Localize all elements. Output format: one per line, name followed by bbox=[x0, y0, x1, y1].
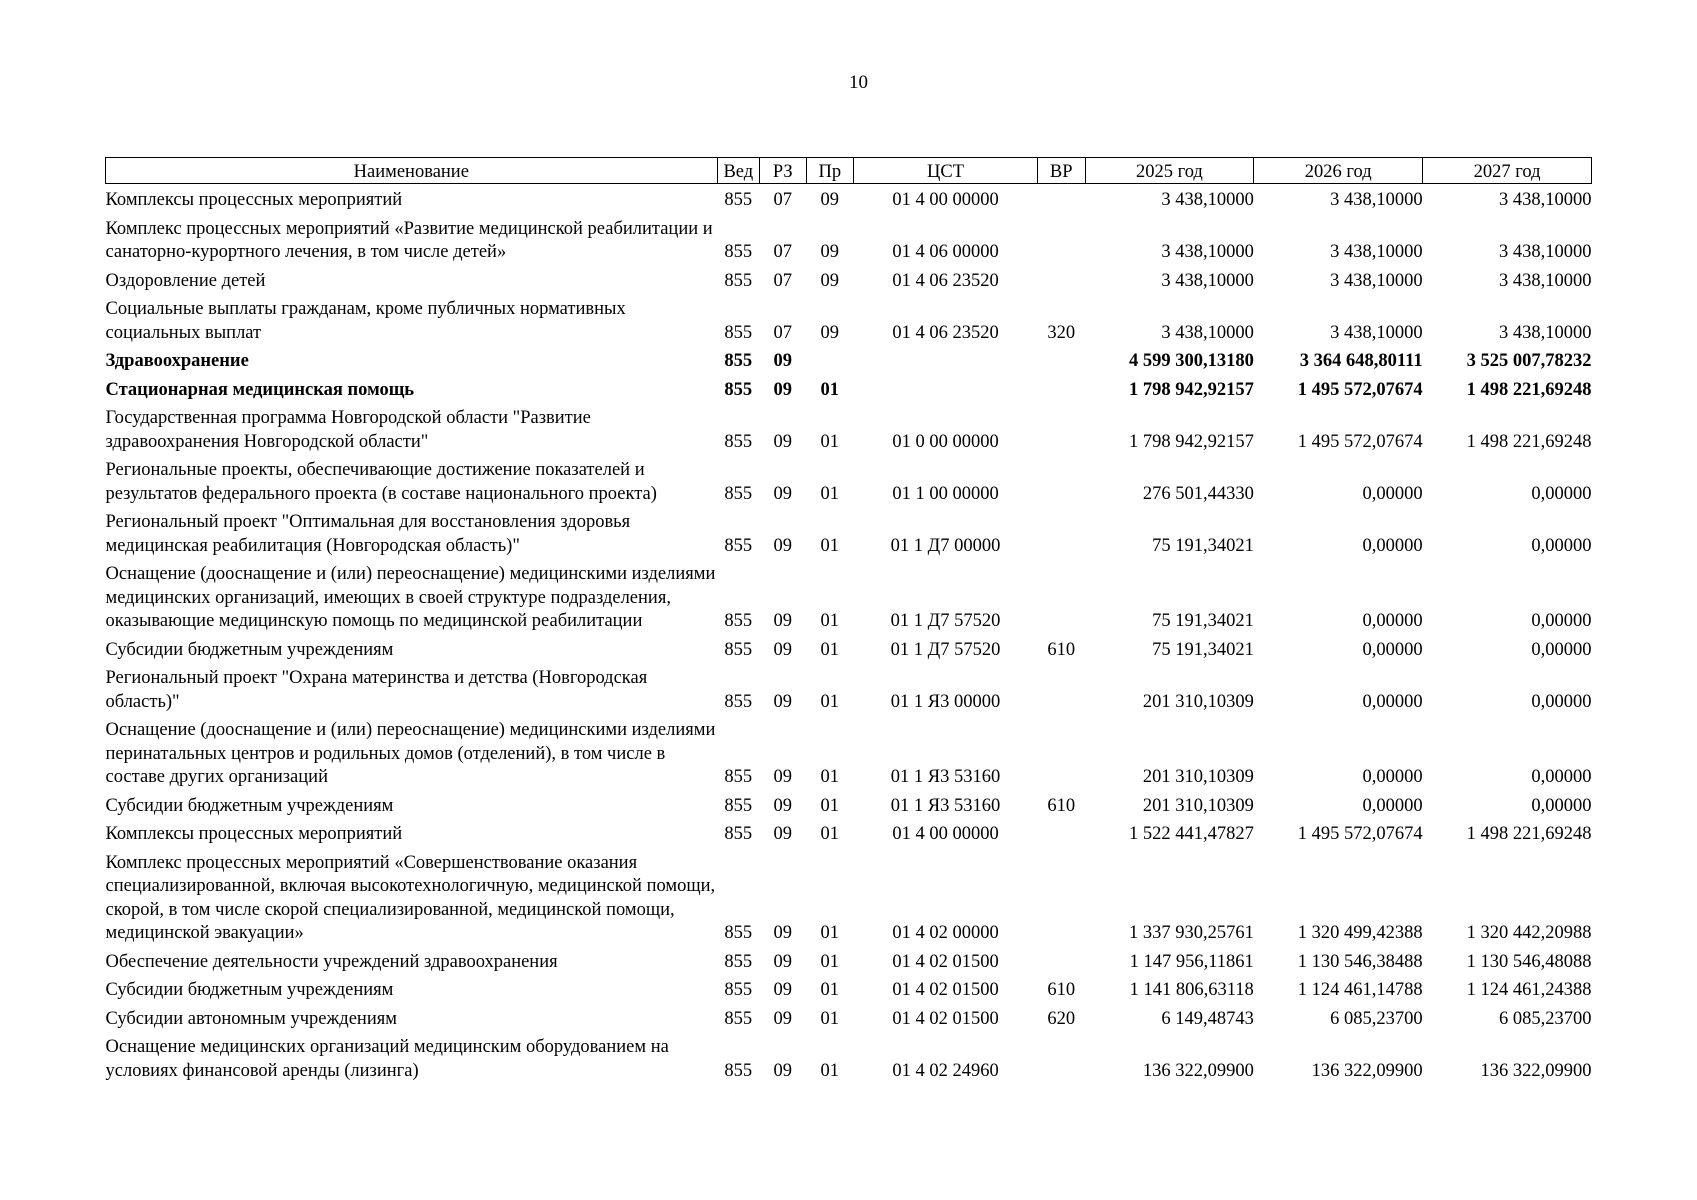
cell-y2026: 0,00000 bbox=[1362, 795, 1423, 816]
cell-name: Комплекс процессных мероприятий «Совершенствование оказания специализированной, включая высокотехнологичную, медицинской помощи, скорой, в том числе скорой специализированной, медицинской помощи, медицинской эвакуации» bbox=[105, 852, 716, 943]
cell-vr bbox=[1038, 818, 1086, 847]
cell-vr: 320 bbox=[1047, 322, 1076, 343]
cell-y2027: 0,00000 bbox=[1531, 795, 1592, 816]
cell-ved: 855 bbox=[724, 535, 753, 556]
cell-cst: 01 4 06 23520 bbox=[892, 270, 999, 291]
cell-y2025: 75 191,34021 bbox=[1152, 611, 1254, 631]
cell-cst: 01 1 Я3 53160 bbox=[890, 795, 1001, 816]
cell-ved: 855 bbox=[724, 795, 753, 816]
cell-y2026: 1 124 461,14788 bbox=[1297, 980, 1423, 1000]
cell-vr: 610 bbox=[1047, 639, 1076, 660]
cell-ved: 855 bbox=[724, 691, 753, 712]
cell-y2026: 1 320 499,42388 bbox=[1297, 923, 1423, 943]
cell-vr bbox=[1038, 714, 1086, 790]
table-row bbox=[106, 1003, 1592, 1032]
table-row bbox=[106, 974, 1592, 1003]
cell-y2025: 1 147 956,11861 bbox=[1129, 951, 1254, 972]
cell-name: Оздоровление детей bbox=[105, 270, 266, 291]
cell-y2025: 3 438,10000 bbox=[1161, 322, 1254, 343]
table-row bbox=[106, 265, 1592, 294]
cell-rz: 07 bbox=[773, 242, 793, 262]
cell-pr: 01 bbox=[820, 691, 840, 712]
cell-y2026: 136 322,09900 bbox=[1311, 1060, 1423, 1081]
cell-cst: 01 4 00 00000 bbox=[892, 824, 999, 844]
cell-y2026: 0,00000 bbox=[1362, 535, 1423, 556]
cell-vr bbox=[1038, 946, 1086, 975]
table-row bbox=[106, 184, 1592, 213]
cell-pr: 01 bbox=[820, 1060, 840, 1081]
cell-name: Обеспечение деятельности учреждений здравоохранения bbox=[105, 951, 558, 972]
cell-y2027: 0,00000 bbox=[1531, 611, 1592, 631]
cell-name: Оснащение (дооснащение и (или) переоснащение) медицинскими изделиями медицинских организаций, имеющих в своей структуре подразделения, оказывающие медицинскую помощь по медицинской реабилитации bbox=[105, 564, 716, 631]
table-row bbox=[106, 714, 1592, 790]
cell-pr: 01 bbox=[820, 951, 840, 972]
cell-name: Комплексы процессных мероприятий bbox=[105, 190, 403, 210]
cell-y2026: 1 495 572,07674 bbox=[1297, 379, 1423, 400]
cell-vr bbox=[1038, 558, 1086, 634]
cell-pr: 01 bbox=[820, 611, 840, 631]
cell-rz: 07 bbox=[773, 270, 793, 291]
table-row bbox=[106, 847, 1592, 946]
page-number: 10 bbox=[849, 72, 868, 93]
cell-y2025: 1 522 441,47827 bbox=[1128, 824, 1254, 844]
cell-y2026: 3 438,10000 bbox=[1330, 322, 1423, 343]
header-2025: 2025 год bbox=[1085, 158, 1254, 184]
budget-table bbox=[105, 157, 1592, 1083]
cell-y2027: 1 320 442,20988 bbox=[1466, 923, 1592, 943]
cell-ved: 855 bbox=[724, 611, 753, 631]
table-row bbox=[106, 506, 1592, 558]
cell-cst: 01 4 00 00000 bbox=[892, 190, 999, 210]
cell-name: Субсидии бюджетным учреждениям bbox=[105, 980, 394, 1000]
cell-vr bbox=[1038, 662, 1086, 714]
cell-y2025: 201 310,10309 bbox=[1142, 767, 1254, 787]
cell-vr bbox=[1038, 454, 1086, 506]
table-row bbox=[106, 662, 1592, 714]
cell-rz: 09 bbox=[773, 824, 793, 844]
cell-vr bbox=[1038, 213, 1086, 265]
table-row bbox=[106, 345, 1592, 374]
cell-cst: 01 4 02 00000 bbox=[892, 923, 999, 943]
cell-pr: 09 bbox=[820, 242, 840, 262]
cell-name: Комплексы процессных мероприятий bbox=[105, 824, 403, 844]
cell-y2026: 1 495 572,07674 bbox=[1297, 824, 1423, 844]
cell-y2027: 0,00000 bbox=[1531, 535, 1592, 556]
cell-y2026: 0,00000 bbox=[1362, 611, 1423, 631]
cell-y2027: 1 130 546,48088 bbox=[1466, 951, 1592, 972]
cell-vr: 610 bbox=[1047, 795, 1076, 816]
cell-y2025: 201 310,10309 bbox=[1142, 691, 1254, 712]
cell-rz: 09 bbox=[773, 795, 793, 816]
table-row bbox=[106, 818, 1592, 847]
cell-ved: 855 bbox=[724, 1060, 753, 1081]
cell-y2025: 75 191,34021 bbox=[1152, 535, 1254, 556]
cell-y2025: 1 798 942,92157 bbox=[1128, 379, 1254, 400]
cell-y2027: 3 525 007,78232 bbox=[1466, 351, 1592, 371]
cell-cst: 01 4 06 00000 bbox=[892, 242, 999, 262]
cell-rz: 07 bbox=[773, 190, 793, 210]
cell-y2027: 1 498 221,69248 bbox=[1466, 431, 1592, 452]
cell-y2026: 3 364 648,80111 bbox=[1299, 351, 1423, 371]
cell-cst: 01 1 Я3 53160 bbox=[890, 767, 1001, 787]
cell-ved: 855 bbox=[724, 379, 753, 400]
cell-y2026: 6 085,23700 bbox=[1330, 1008, 1423, 1029]
cell-y2025: 4 599 300,13180 bbox=[1128, 351, 1254, 371]
cell-cst: 01 1 Д7 57520 bbox=[890, 611, 1001, 631]
cell-y2025: 136 322,09900 bbox=[1142, 1060, 1254, 1081]
cell-cst bbox=[854, 374, 1038, 403]
cell-pr: 01 bbox=[820, 795, 840, 816]
cell-cst bbox=[854, 345, 1038, 374]
cell-pr: 01 bbox=[820, 483, 840, 504]
cell-vr bbox=[1038, 1031, 1086, 1083]
cell-cst: 01 1 Я3 00000 bbox=[890, 691, 1001, 712]
header-2027: 2027 год bbox=[1423, 158, 1592, 184]
cell-rz: 09 bbox=[773, 431, 793, 452]
cell-y2027: 3 438,10000 bbox=[1499, 270, 1592, 291]
cell-y2026: 1 495 572,07674 bbox=[1297, 431, 1423, 452]
cell-y2027: 1 498 221,69248 bbox=[1466, 824, 1592, 844]
table-body bbox=[106, 184, 1592, 1084]
cell-rz: 09 bbox=[773, 923, 793, 943]
cell-y2025: 3 438,10000 bbox=[1161, 270, 1254, 291]
cell-name: Оснащение (дооснащение и (или) переоснащение) медицинскими изделиями перинатальных центров и родильных домов (отделений), в том числе в составе других организаций bbox=[105, 720, 716, 787]
cell-vr bbox=[1038, 506, 1086, 558]
cell-rz: 09 bbox=[773, 951, 793, 972]
cell-cst: 01 1 Д7 57520 bbox=[890, 639, 1001, 660]
cell-name: Региональный проект "Охрана материнства и детства (Новгородская область)" bbox=[105, 668, 648, 712]
table-row bbox=[106, 402, 1592, 454]
cell-y2027: 0,00000 bbox=[1531, 691, 1592, 712]
cell-ved: 855 bbox=[724, 639, 753, 660]
cell-y2027: 3 438,10000 bbox=[1499, 322, 1592, 343]
table-row bbox=[106, 1031, 1592, 1083]
cell-ved: 855 bbox=[724, 431, 753, 452]
cell-rz: 09 bbox=[773, 691, 793, 712]
cell-ved: 855 bbox=[724, 824, 753, 844]
table-row bbox=[106, 374, 1592, 403]
cell-rz: 09 bbox=[773, 1060, 793, 1081]
cell-pr: 01 bbox=[820, 431, 840, 452]
cell-name: Региональный проект "Оптимальная для восстановления здоровья медицинская реабилитация (Новгородская область)" bbox=[105, 512, 631, 556]
cell-pr: 09 bbox=[820, 322, 840, 343]
cell-rz: 09 bbox=[773, 980, 793, 1000]
cell-y2027: 136 322,09900 bbox=[1480, 1060, 1592, 1081]
cell-cst: 01 4 02 24960 bbox=[892, 1060, 999, 1081]
cell-rz: 09 bbox=[773, 483, 793, 504]
cell-cst: 01 1 Д7 00000 bbox=[890, 535, 1001, 556]
cell-y2025: 3 438,10000 bbox=[1161, 242, 1254, 262]
cell-cst: 01 4 02 01500 bbox=[892, 951, 999, 972]
table-row bbox=[106, 213, 1592, 265]
cell-y2026: 0,00000 bbox=[1362, 483, 1423, 504]
cell-y2026: 3 438,10000 bbox=[1330, 270, 1423, 291]
cell-rz: 07 bbox=[773, 322, 793, 343]
cell-vr: 610 bbox=[1047, 980, 1076, 1000]
table-row bbox=[106, 454, 1592, 506]
cell-cst: 01 0 00 00000 bbox=[892, 431, 999, 452]
header-ved: Вед bbox=[717, 158, 759, 184]
cell-name: Субсидии бюджетным учреждениям bbox=[105, 639, 394, 660]
cell-y2025: 1 798 942,92157 bbox=[1128, 431, 1254, 452]
cell-y2025: 3 438,10000 bbox=[1161, 190, 1254, 210]
cell-y2027: 1 124 461,24388 bbox=[1466, 980, 1592, 1000]
cell-name: Региональные проекты, обеспечивающие достижение показателей и результатов федерального проекта (в составе национального проекта) bbox=[105, 460, 657, 504]
cell-y2027: 0,00000 bbox=[1531, 483, 1592, 504]
cell-name: Комплекс процессных мероприятий «Развитие медицинской реабилитации и санаторно-курортного лечения, в том числе детей» bbox=[105, 218, 713, 262]
cell-ved: 855 bbox=[724, 923, 753, 943]
cell-y2027: 0,00000 bbox=[1531, 767, 1592, 787]
cell-pr: 09 bbox=[820, 190, 840, 210]
cell-y2027: 1 498 221,69248 bbox=[1466, 379, 1592, 400]
cell-rz: 09 bbox=[773, 767, 793, 787]
table-row bbox=[106, 790, 1592, 819]
header-vr: ВР bbox=[1038, 158, 1086, 184]
cell-pr: 09 bbox=[820, 270, 840, 291]
cell-ved: 855 bbox=[724, 190, 753, 210]
cell-pr: 01 bbox=[820, 824, 840, 844]
cell-pr: 01 bbox=[820, 1008, 840, 1029]
header-cst: ЦСТ bbox=[854, 158, 1038, 184]
cell-y2026: 3 438,10000 bbox=[1330, 242, 1423, 262]
cell-pr: 01 bbox=[820, 767, 840, 787]
cell-y2025: 75 191,34021 bbox=[1152, 639, 1254, 660]
cell-pr: 01 bbox=[820, 980, 840, 1000]
cell-name: Социальные выплаты гражданам, кроме публичных нормативных социальных выплат bbox=[105, 299, 626, 343]
header-2026: 2026 год bbox=[1254, 158, 1423, 184]
cell-cst: 01 4 06 23520 bbox=[892, 322, 999, 343]
cell-rz: 09 bbox=[773, 379, 793, 400]
cell-cst: 01 1 00 00000 bbox=[892, 483, 999, 504]
cell-cst: 01 4 02 01500 bbox=[892, 1008, 999, 1029]
cell-rz: 09 bbox=[773, 351, 793, 371]
table-row bbox=[106, 634, 1592, 663]
table-row bbox=[106, 558, 1592, 634]
cell-ved: 855 bbox=[724, 351, 753, 371]
cell-pr bbox=[806, 345, 854, 374]
cell-vr bbox=[1038, 184, 1086, 213]
cell-rz: 09 bbox=[773, 535, 793, 556]
cell-name: Здравоохранение bbox=[105, 351, 249, 371]
cell-name: Субсидии автономным учреждениям bbox=[105, 1008, 397, 1029]
cell-pr: 01 bbox=[820, 535, 840, 556]
cell-name: Государственная программа Новгородской области "Развитие здравоохранения Новгородской области" bbox=[105, 408, 591, 452]
cell-pr: 01 bbox=[820, 639, 840, 660]
cell-pr: 01 bbox=[820, 923, 840, 943]
cell-name: Стационарная медицинская помощь bbox=[105, 379, 415, 400]
cell-y2027: 6 085,23700 bbox=[1499, 1008, 1592, 1029]
header-rz: РЗ bbox=[760, 158, 807, 184]
cell-y2026: 3 438,10000 bbox=[1330, 190, 1423, 210]
cell-y2025: 1 337 930,25761 bbox=[1128, 923, 1254, 943]
cell-rz: 09 bbox=[773, 1008, 793, 1029]
cell-rz: 09 bbox=[773, 611, 793, 631]
cell-vr bbox=[1038, 374, 1086, 403]
cell-name: Оснащение медицинских организаций медицинским оборудованием на условиях финансовой аренды (лизинга) bbox=[105, 1037, 669, 1081]
cell-y2027: 3 438,10000 bbox=[1499, 190, 1592, 210]
table-row bbox=[106, 946, 1592, 975]
cell-y2025: 276 501,44330 bbox=[1142, 483, 1254, 504]
cell-vr bbox=[1038, 402, 1086, 454]
cell-ved: 855 bbox=[724, 980, 753, 1000]
cell-vr: 620 bbox=[1047, 1008, 1076, 1029]
cell-y2026: 1 130 546,38488 bbox=[1297, 951, 1423, 972]
cell-ved: 855 bbox=[724, 322, 753, 343]
cell-y2025: 1 141 806,63118 bbox=[1129, 980, 1254, 1000]
cell-ved: 855 bbox=[724, 242, 753, 262]
cell-pr: 01 bbox=[820, 379, 840, 400]
cell-name: Субсидии бюджетным учреждениям bbox=[105, 795, 394, 816]
cell-y2027: 3 438,10000 bbox=[1499, 242, 1592, 262]
table-header-row bbox=[106, 158, 1592, 184]
cell-y2025: 201 310,10309 bbox=[1142, 795, 1254, 816]
cell-y2026: 0,00000 bbox=[1362, 691, 1423, 712]
cell-ved: 855 bbox=[724, 1008, 753, 1029]
cell-y2026: 0,00000 bbox=[1362, 767, 1423, 787]
cell-ved: 855 bbox=[724, 483, 753, 504]
cell-cst: 01 4 02 01500 bbox=[892, 980, 999, 1000]
cell-ved: 855 bbox=[724, 767, 753, 787]
header-pr: Пр bbox=[806, 158, 854, 184]
cell-y2025: 6 149,48743 bbox=[1161, 1008, 1254, 1029]
cell-y2026: 0,00000 bbox=[1362, 639, 1423, 660]
cell-y2027: 0,00000 bbox=[1531, 639, 1592, 660]
cell-vr bbox=[1038, 847, 1086, 946]
cell-vr bbox=[1038, 345, 1086, 374]
cell-ved: 855 bbox=[724, 270, 753, 291]
cell-ved: 855 bbox=[724, 951, 753, 972]
table-row bbox=[106, 293, 1592, 345]
cell-vr bbox=[1038, 265, 1086, 294]
header-name: Наименование bbox=[106, 158, 718, 184]
cell-rz: 09 bbox=[773, 639, 793, 660]
